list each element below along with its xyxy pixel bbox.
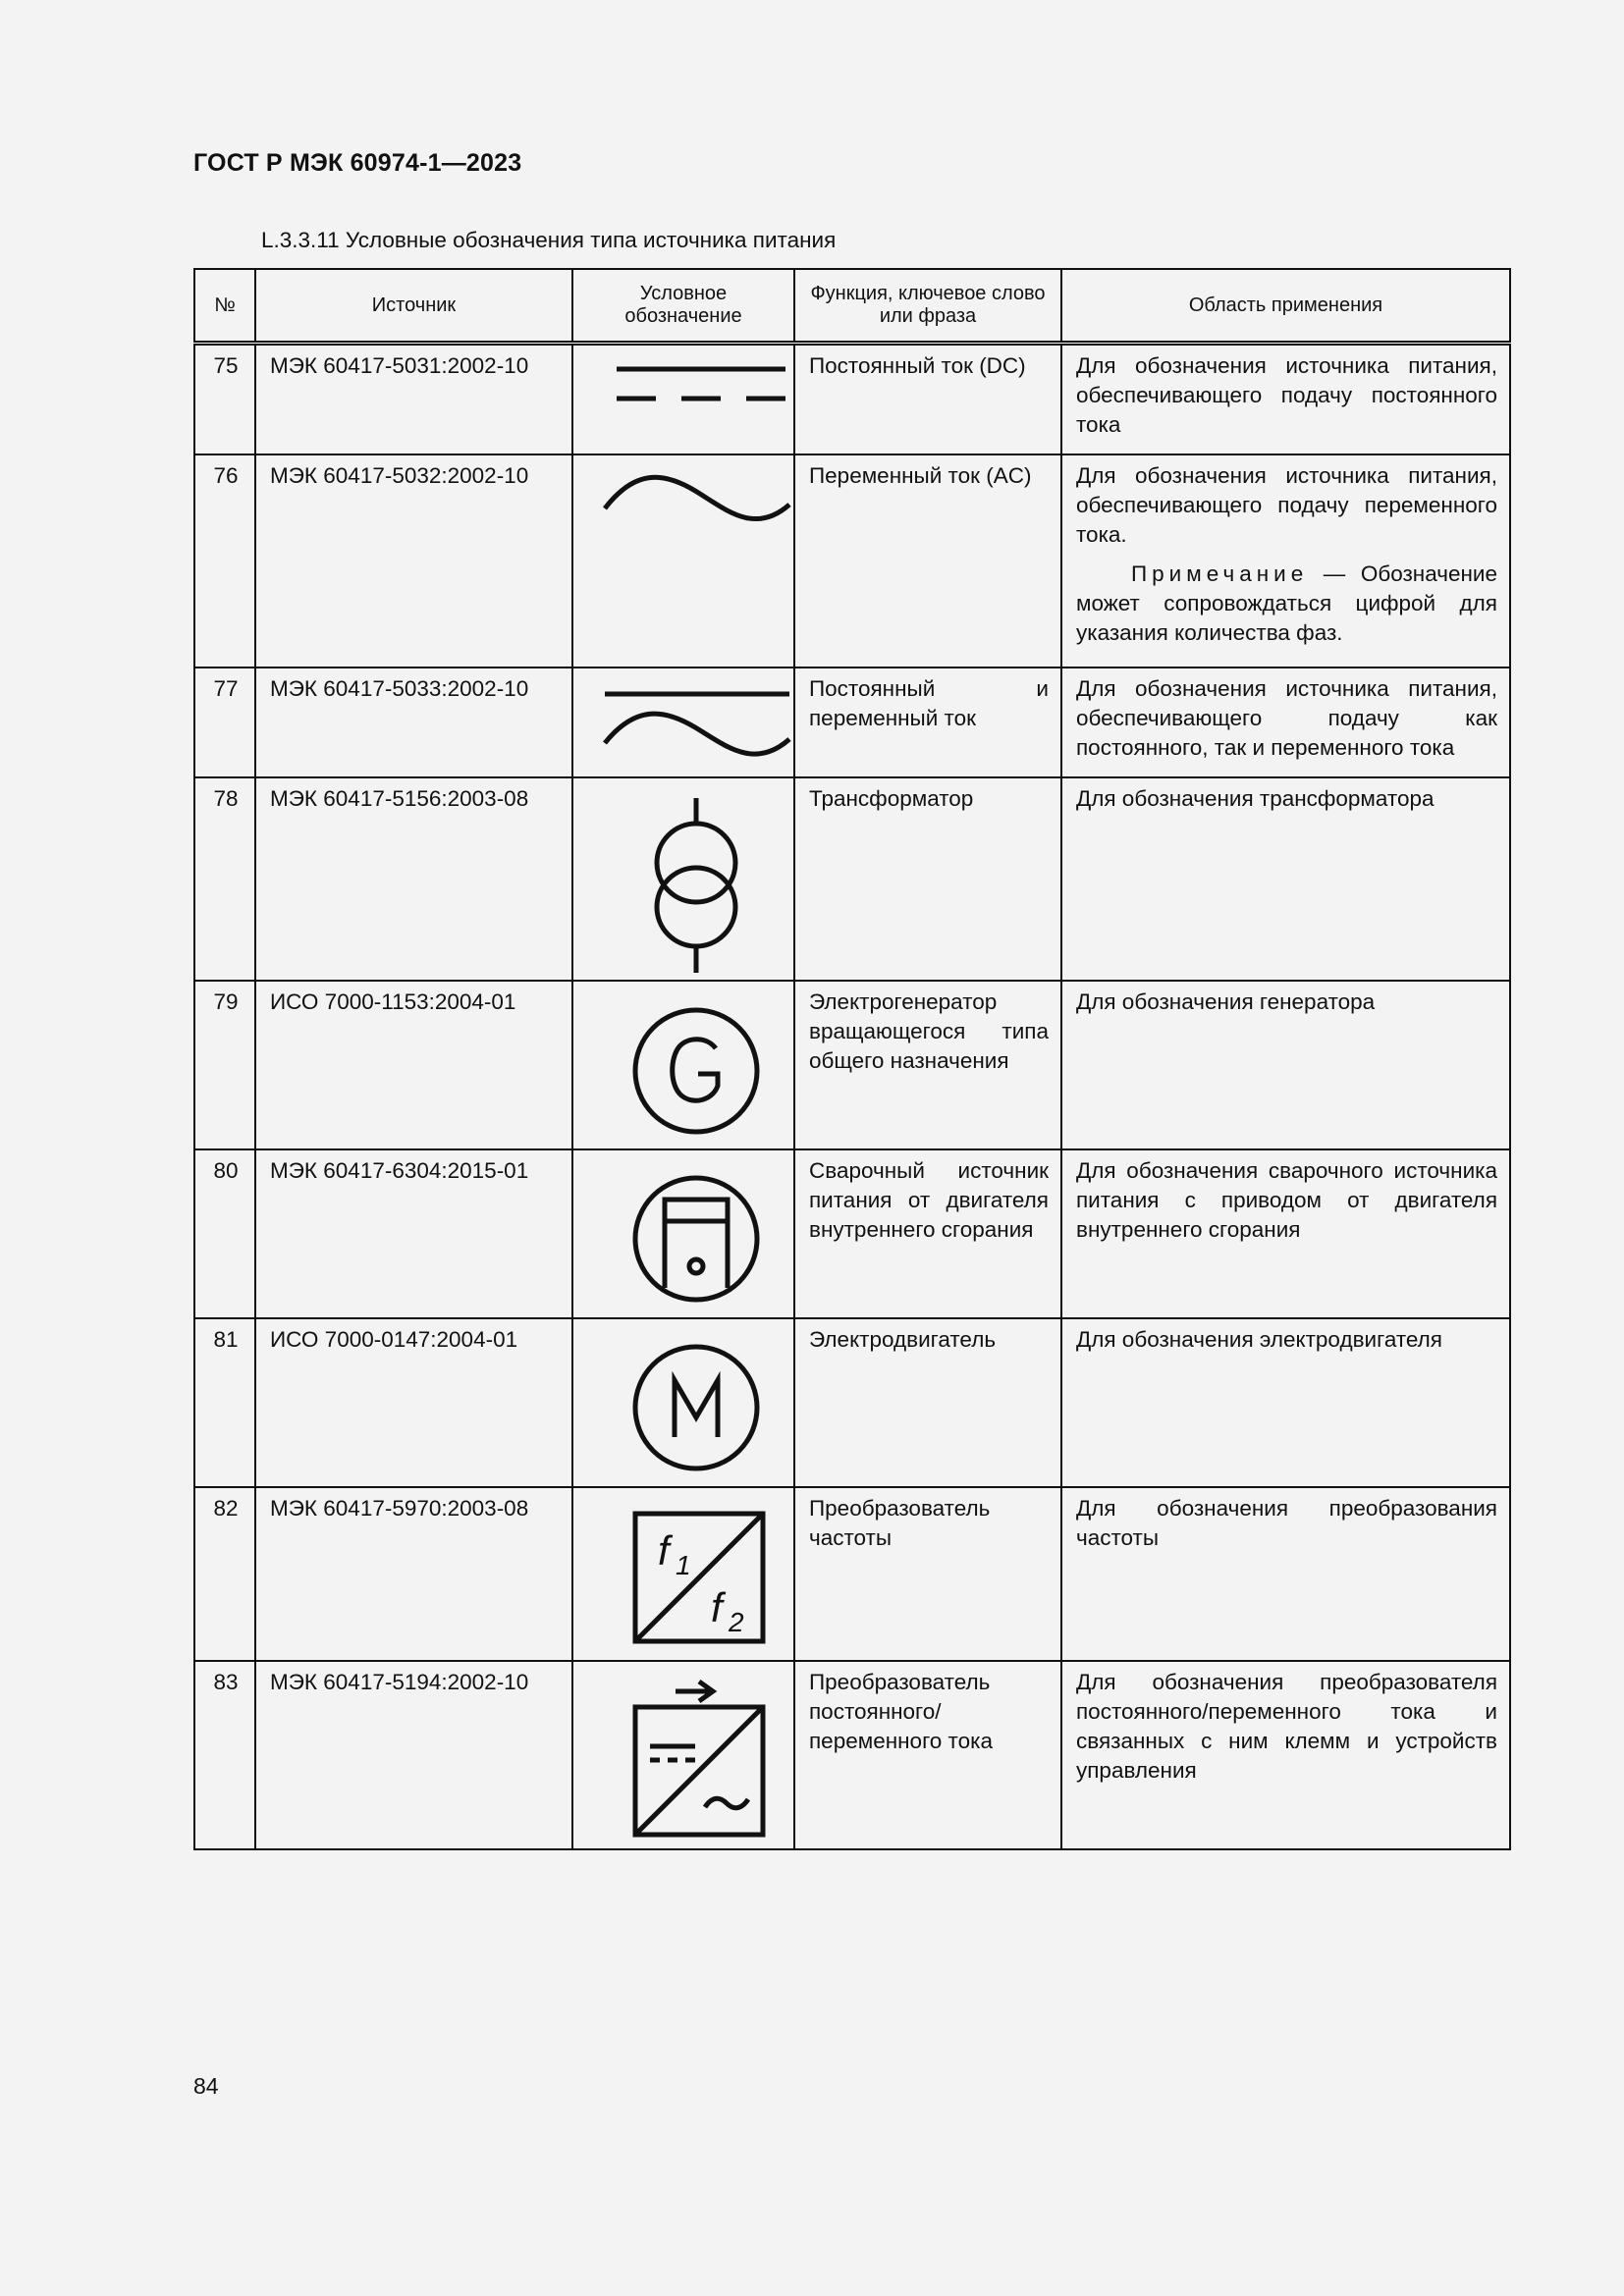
table-row [194, 1661, 1510, 1849]
row-function: Постоянный ток (DC) [794, 344, 1061, 455]
row-source: ИСО 7000-1153:2004-01 [255, 981, 572, 1149]
row-number: 77 [194, 667, 255, 777]
row-source: ИСО 7000-0147:2004-01 [255, 1318, 572, 1487]
table-row [194, 777, 1510, 981]
row-function: Электрогенератор вращающегося типа общего назначения [794, 981, 1061, 1149]
table-row [194, 1487, 1510, 1661]
table-row [194, 667, 1510, 777]
f2-label: f [711, 1584, 723, 1630]
row-number: 78 [194, 777, 255, 981]
row-function: Сварочный источник питания от двигателя внутреннего сгорания [794, 1149, 1061, 1318]
row-function: Переменный ток (AC) [794, 454, 1061, 667]
table-row [194, 454, 1510, 667]
table-row [194, 981, 1510, 1149]
row-number: 80 [194, 1149, 255, 1318]
table-row [194, 344, 1510, 455]
row-function: Электродвигатель [794, 1318, 1061, 1487]
motor-icon [587, 1325, 805, 1482]
f1-label: f [658, 1527, 670, 1574]
ac-dc-current-icon [587, 674, 805, 773]
row-number: 79 [194, 981, 255, 1149]
f1-subscript: 1 [676, 1550, 691, 1580]
note-text: — Обозначение может сопровождаться цифрой для указания количества фаз. [1076, 561, 1497, 645]
table-row [194, 1318, 1510, 1487]
row-symbol [572, 1318, 794, 1487]
row-source: МЭК 60417-6304:2015-01 [255, 1149, 572, 1318]
row-note [1076, 560, 1497, 648]
row-source: МЭК 60417-5032:2002-10 [255, 454, 572, 667]
alternating-current-icon [587, 461, 805, 540]
row-number: 83 [194, 1661, 255, 1849]
table-caption: L.3.3.11 Условные обозначения типа источника питания [261, 228, 837, 252]
row-number: 82 [194, 1487, 255, 1661]
row-area: Для обозначения генератора [1061, 981, 1510, 1149]
f2-subscript: 2 [729, 1607, 744, 1637]
column-header-area: Область применения [1061, 269, 1510, 344]
note-label: Примечание [1131, 561, 1309, 586]
column-header-source: Источник [255, 269, 572, 344]
document-header: ГОСТ Р МЭК 60974-1—2023 [193, 149, 522, 177]
engine-welding-source-icon [587, 1156, 805, 1313]
row-area: Для обозначения сварочного источника питания с приводом от двигателя внутреннего сгорания [1061, 1149, 1510, 1318]
row-area: Для обозначения источника питания, обеспечивающего подачу постоянного тока [1061, 344, 1510, 455]
row-symbol [572, 1661, 794, 1849]
row-source: МЭК 60417-5194:2002-10 [255, 1661, 572, 1849]
row-symbol [572, 454, 794, 667]
row-symbol [572, 667, 794, 777]
generator-icon [587, 988, 805, 1145]
row-symbol [572, 981, 794, 1149]
column-header-function: Функция, ключевое слово или фраза [794, 269, 1061, 344]
dc-ac-converter-icon [587, 1668, 805, 1844]
row-function: Преобразователь частоты [794, 1487, 1061, 1661]
row-area: Для обозначения электродвигателя [1061, 1318, 1510, 1487]
table-header-row [194, 269, 1510, 344]
row-area: Для обозначения источника питания, обеспечивающего подачу как постоянного, так и переменного тока [1061, 667, 1510, 777]
table-row [194, 1149, 1510, 1318]
row-area-text: Для обозначения источника питания, обеспечивающего подачу переменного тока. [1076, 463, 1497, 547]
row-area: Для обозначения преобразования частоты [1061, 1487, 1510, 1661]
row-symbol [572, 777, 794, 981]
frequency-converter-icon [587, 1494, 805, 1656]
row-function: Трансформатор [794, 777, 1061, 981]
row-function: Преобразователь постоянного/переменного тока [794, 1661, 1061, 1849]
row-area [1061, 454, 1510, 667]
row-source: МЭК 60417-5970:2003-08 [255, 1487, 572, 1661]
column-header-no: № [194, 269, 255, 344]
row-symbol [572, 1487, 794, 1661]
symbols-table [193, 268, 1511, 1850]
row-symbol [572, 344, 794, 455]
row-number: 81 [194, 1318, 255, 1487]
row-source: МЭК 60417-5156:2003-08 [255, 777, 572, 981]
row-function: Постоянный и переменный ток [794, 667, 1061, 777]
row-source: МЭК 60417-5033:2002-10 [255, 667, 572, 777]
row-symbol [572, 1149, 794, 1318]
row-area: Для обозначения преобразователя постоянного/переменного тока и связанных с ним клемм и устройств управления [1061, 1661, 1510, 1849]
transformer-icon [587, 784, 805, 976]
row-source: МЭК 60417-5031:2002-10 [255, 344, 572, 455]
row-number: 76 [194, 454, 255, 667]
page-number: 84 [193, 2073, 219, 2099]
column-header-symbol: Условное обозначение [572, 269, 794, 344]
row-number: 75 [194, 344, 255, 455]
row-area: Для обозначения трансформатора [1061, 777, 1510, 981]
direct-current-icon [587, 351, 805, 450]
